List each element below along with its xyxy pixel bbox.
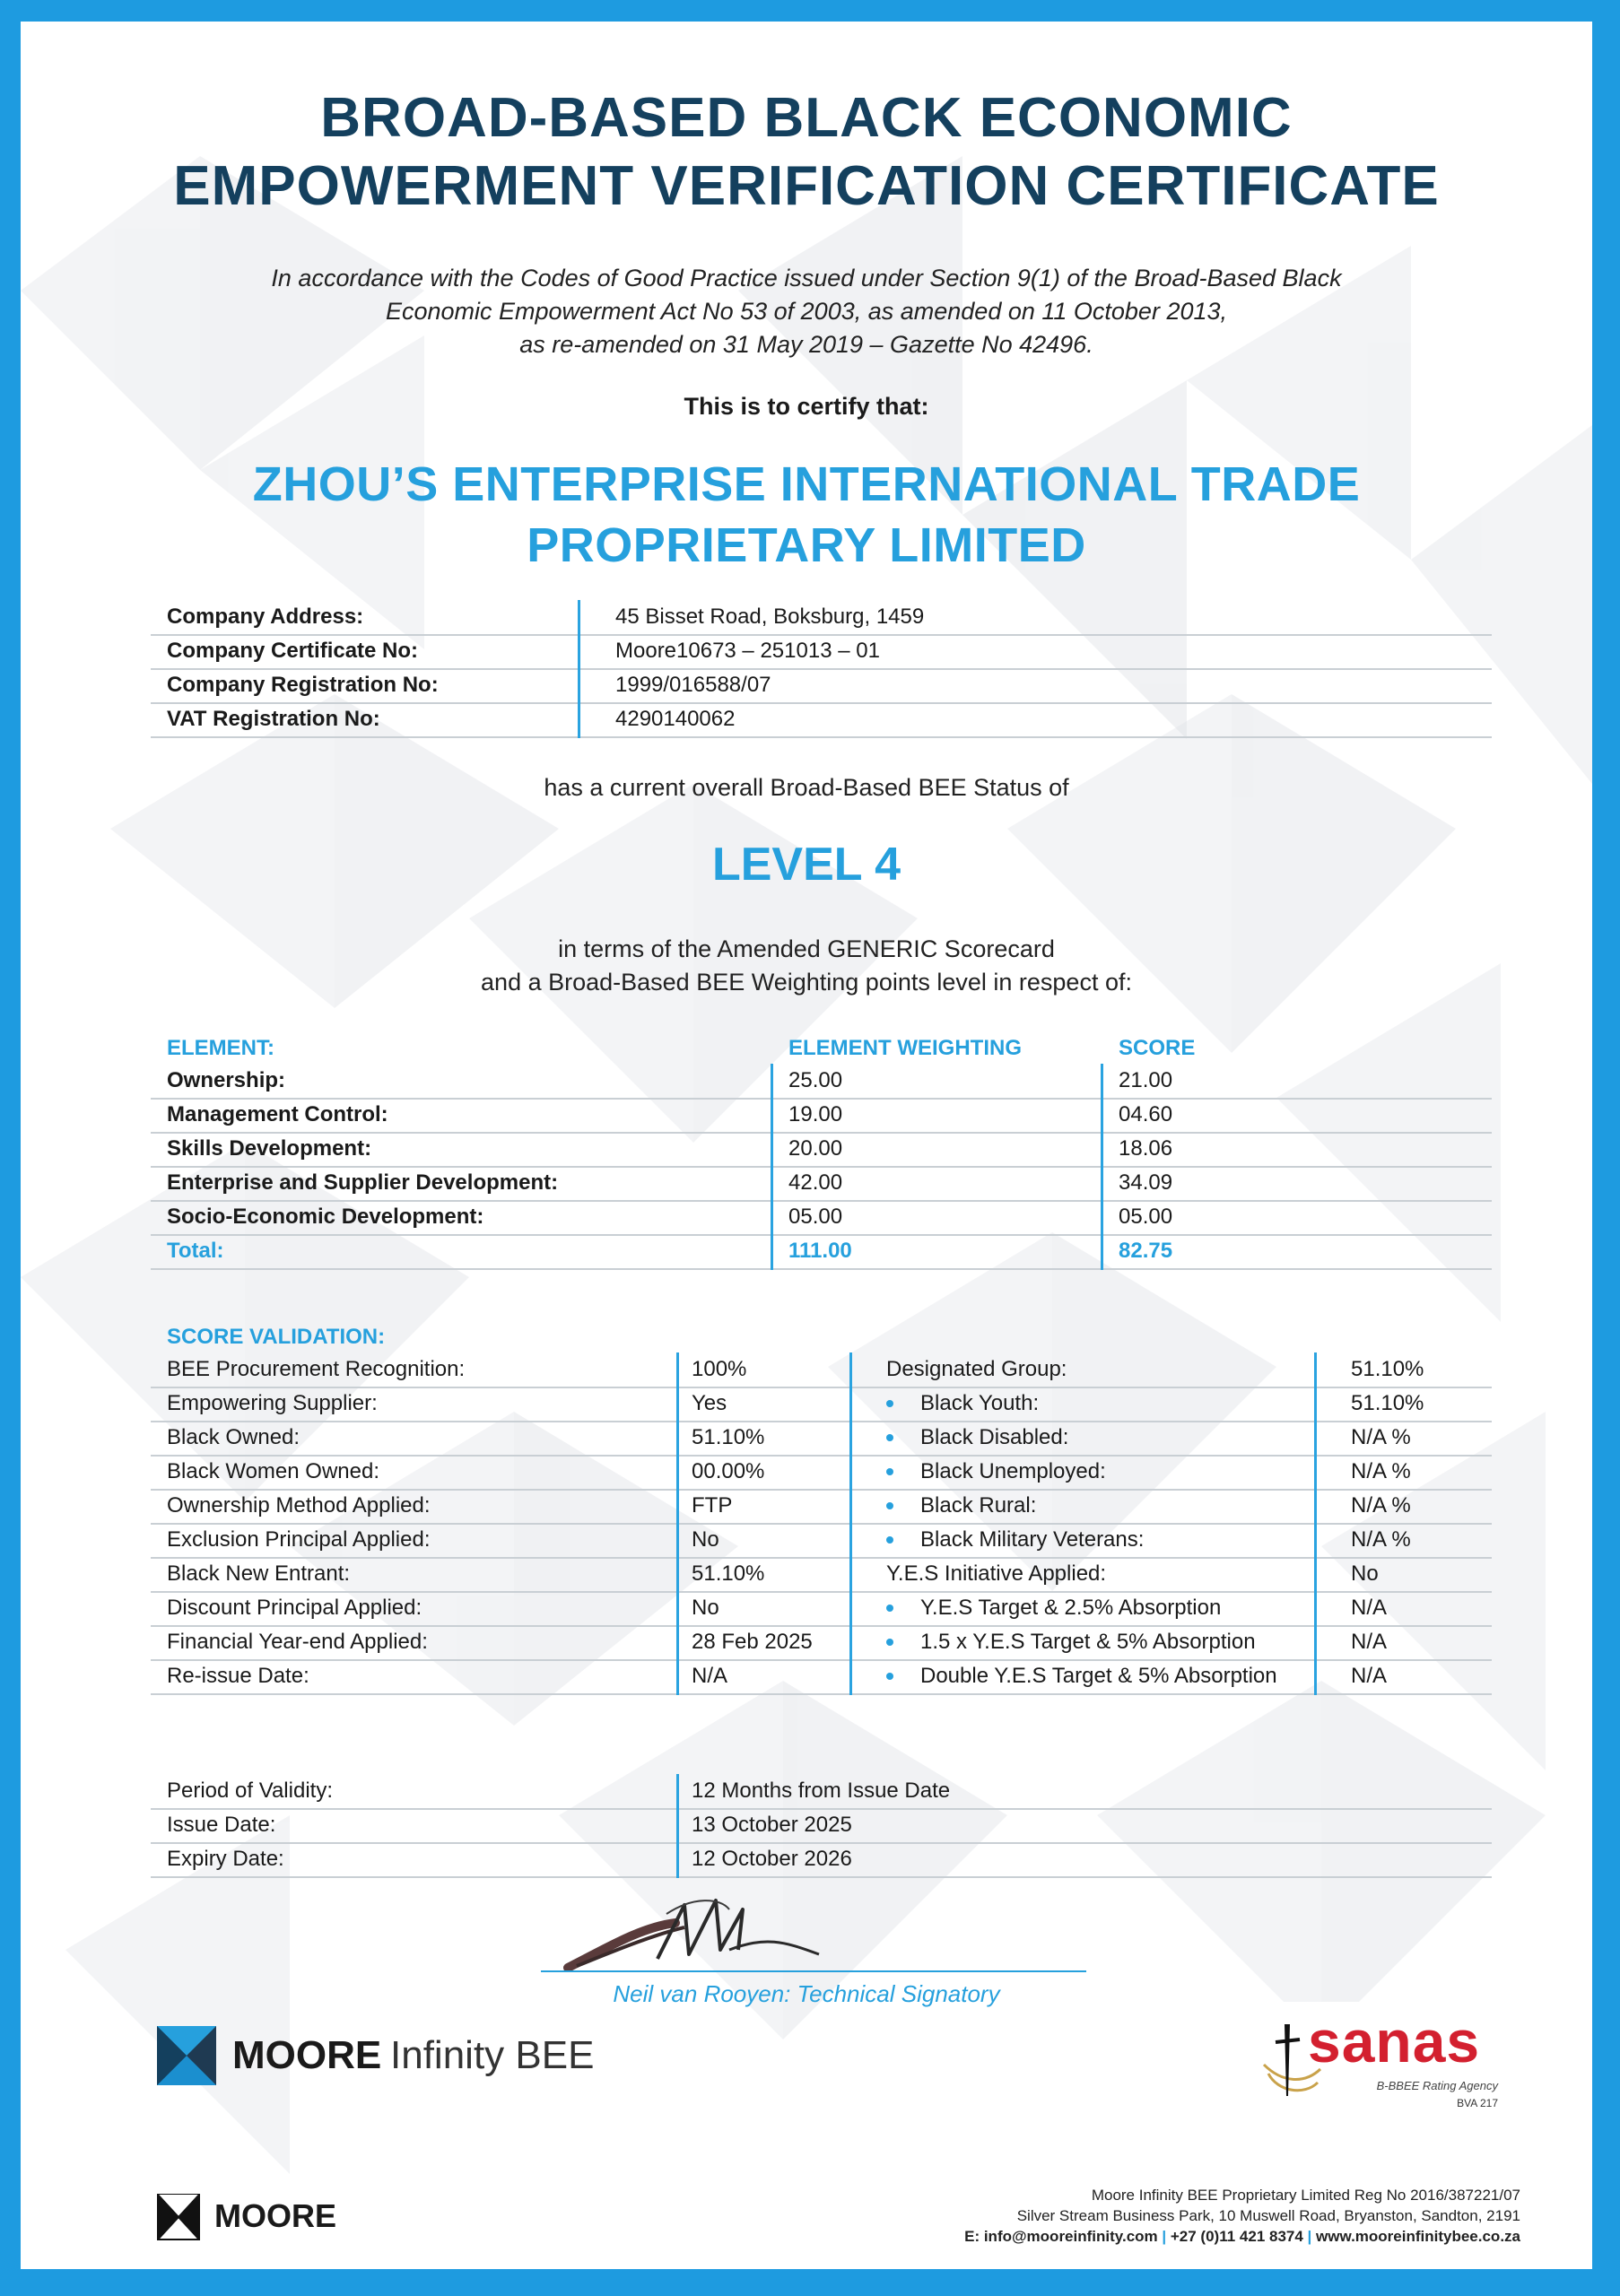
designated-label: Y.E.S Initiative Applied: <box>886 1561 1107 1586</box>
company-name-line-1: ZHOU’S ENTERPRISE INTERNATIONAL TRADE <box>252 457 1361 511</box>
validation-value: 100% <box>692 1357 747 1381</box>
total-weighting: 111.00 <box>788 1239 852 1263</box>
moore-x-icon <box>157 2194 200 2240</box>
element-row <box>151 1132 1492 1168</box>
divider <box>771 1064 773 1270</box>
element-name: Management Control: <box>167 1102 388 1126</box>
company-info-value: 1999/016588/07 <box>615 673 771 697</box>
sanas-logo <box>1252 2002 1521 2118</box>
total-label: Total: <box>167 1239 224 1263</box>
designated-value: N/A % <box>1351 1527 1411 1552</box>
designated-value: N/A % <box>1351 1459 1411 1483</box>
company-info-row <box>151 668 1492 704</box>
company-info-value: Moore10673 – 251013 – 01 <box>615 639 880 663</box>
company-name-line-2: PROPRIETARY LIMITED <box>527 518 1086 572</box>
score-validation-row <box>151 1455 1492 1491</box>
company-info-label: Company Certificate No: <box>167 639 419 663</box>
status-text: has a current overall Broad-Based BEE Status of <box>544 774 1069 801</box>
company-info-label: Company Address: <box>167 604 364 629</box>
subtitle-line-1: In accordance with the Codes of Good Practice issued under Section 9(1) of the Broad-Based Black <box>271 265 1342 291</box>
designated-value: No <box>1351 1561 1379 1586</box>
validity-value: 12 Months from Issue Date <box>692 1779 951 1803</box>
divider <box>676 1352 679 1695</box>
score-validation-row <box>151 1625 1492 1661</box>
divider <box>676 1774 679 1878</box>
footer-company: Moore Infinity BEE Proprietary Limited Reg No 2016/387221/07 <box>1091 2187 1520 2204</box>
element-name: Skills Development: <box>167 1136 372 1161</box>
element-score: 18.06 <box>1119 1136 1173 1161</box>
signature-image <box>550 1887 846 1977</box>
moore-text: MOORE <box>214 2197 337 2234</box>
validation-label: Black New Entrant: <box>167 1561 351 1586</box>
moore-infinity-bee-logo <box>157 2026 623 2089</box>
element-score: 05.00 <box>1119 1205 1173 1229</box>
bullet-icon <box>886 1468 893 1475</box>
sanas-subtitle: B-BBEE Rating Agency <box>1376 2079 1498 2092</box>
validation-label: Ownership Method Applied: <box>167 1493 431 1518</box>
designated-label: Black Rural: <box>920 1493 1037 1518</box>
subtitle-line-2: Economic Empowerment Act No 53 of 2003, as amended on 11 October 2013, <box>385 298 1228 325</box>
score-validation-row <box>151 1489 1492 1525</box>
designated-label: Designated Group: <box>886 1357 1067 1381</box>
validation-value: 51.10% <box>692 1425 765 1449</box>
certify-text: This is to certify that: <box>684 393 929 420</box>
element-weighting: 19.00 <box>788 1102 843 1126</box>
weighting-header: ELEMENT WEIGHTING <box>788 1036 1022 1060</box>
certificate-title-line-2: EMPOWERMENT VERIFICATION CERTIFICATE <box>173 155 1440 217</box>
element-weighting: 20.00 <box>788 1136 843 1161</box>
divider <box>578 600 580 738</box>
moore-logo <box>157 2192 390 2246</box>
element-row <box>151 1166 1492 1202</box>
designated-value: N/A <box>1351 1596 1388 1620</box>
score-validation-row <box>151 1387 1492 1422</box>
designated-value: N/A <box>1351 1630 1388 1654</box>
validation-value: No <box>692 1527 719 1552</box>
designated-value: 51.10% <box>1351 1357 1424 1381</box>
validity-label: Expiry Date: <box>167 1847 284 1871</box>
designated-label: Black Unemployed: <box>920 1459 1106 1483</box>
certificate-page <box>21 22 1592 2269</box>
designated-label: Y.E.S Target & 2.5% Absorption <box>920 1596 1222 1620</box>
element-row <box>151 1098 1492 1134</box>
validity-row <box>151 1808 1492 1844</box>
validation-label: Black Owned: <box>167 1425 300 1449</box>
designated-label: Black Youth: <box>920 1391 1040 1415</box>
validity-value: 12 October 2026 <box>692 1847 852 1871</box>
validation-value: No <box>692 1596 719 1620</box>
validity-row <box>151 1842 1492 1878</box>
company-info-value: 4290140062 <box>615 707 736 731</box>
score-header: SCORE <box>1119 1036 1196 1060</box>
score-validation-header: SCORE VALIDATION: <box>167 1325 386 1349</box>
element-row <box>151 1200 1492 1236</box>
validity-label: Period of Validity: <box>167 1779 333 1803</box>
validation-label: Financial Year-end Applied: <box>167 1630 428 1654</box>
scorecard-text-line-1: in terms of the Amended GENERIC Scorecard <box>558 935 1055 962</box>
footer-phone[interactable]: +27 (0)11 421 8374 <box>1170 2228 1303 2245</box>
validation-label: Empowering Supplier: <box>167 1391 378 1415</box>
footer-email[interactable]: E: info@mooreinfinity.com <box>964 2228 1158 2245</box>
company-info-row <box>151 702 1492 738</box>
divider <box>849 1352 852 1695</box>
scorecard-text-line-2: and a Broad-Based BEE Weighting points level in respect of: <box>481 969 1132 996</box>
validation-value: Yes <box>692 1391 727 1415</box>
designated-value: N/A % <box>1351 1425 1411 1449</box>
designated-label: 1.5 x Y.E.S Target & 5% Absorption <box>920 1630 1256 1654</box>
bullet-icon <box>886 1400 893 1407</box>
company-info-label: VAT Registration No: <box>167 707 380 731</box>
divider <box>1101 1064 1103 1270</box>
bullet-icon <box>886 1605 893 1612</box>
score-validation-row <box>151 1352 1492 1388</box>
signature-line <box>541 1970 1086 1972</box>
validation-value: FTP <box>692 1493 733 1518</box>
element-header: ELEMENT: <box>167 1036 274 1060</box>
validation-label: Re-issue Date: <box>167 1664 309 1688</box>
divider <box>1314 1352 1317 1695</box>
bullet-icon <box>886 1536 893 1544</box>
sanas-code: BVA 217 <box>1457 2097 1498 2109</box>
score-validation-row <box>151 1421 1492 1457</box>
footer-contact: E: info@mooreinfinity.com | +27 (0)11 421 8374 | www.mooreinfinitybee.co.za <box>964 2228 1520 2245</box>
infinity-bee-text: Infinity BEE <box>390 2033 595 2077</box>
company-info-row <box>151 634 1492 670</box>
element-weighting: 25.00 <box>788 1068 843 1092</box>
company-info-row <box>151 600 1492 636</box>
validation-value: 00.00% <box>692 1459 765 1483</box>
bullet-icon <box>886 1434 893 1441</box>
designated-label: Double Y.E.S Target & 5% Absorption <box>920 1664 1277 1688</box>
element-weighting: 05.00 <box>788 1205 843 1229</box>
element-score: 21.00 <box>1119 1068 1173 1092</box>
designated-value: 51.10% <box>1351 1391 1424 1415</box>
validity-label: Issue Date: <box>167 1813 276 1837</box>
validity-row <box>151 1774 1492 1810</box>
bullet-icon <box>886 1639 893 1646</box>
company-info-label: Company Registration No: <box>167 673 439 697</box>
bullet-icon <box>886 1673 893 1680</box>
validation-label: Black Women Owned: <box>167 1459 379 1483</box>
designated-value: N/A <box>1351 1664 1388 1688</box>
bullet-icon <box>886 1502 893 1509</box>
company-info-value: 45 Bisset Road, Boksburg, 1459 <box>615 604 925 629</box>
validation-label: Discount Principal Applied: <box>167 1596 422 1620</box>
subtitle-line-3: as re-amended on 31 May 2019 – Gazette No 42496. <box>519 331 1093 358</box>
validation-value: N/A <box>692 1664 728 1688</box>
element-score: 34.09 <box>1119 1170 1173 1195</box>
element-name: Ownership: <box>167 1068 286 1092</box>
bee-level: LEVEL 4 <box>711 839 901 891</box>
element-score: 04.60 <box>1119 1102 1173 1126</box>
element-name: Enterprise and Supplier Development: <box>167 1170 559 1195</box>
sanas-text: sanas <box>1308 2008 1481 2074</box>
score-validation-row <box>151 1591 1492 1627</box>
score-validation-row <box>151 1659 1492 1695</box>
element-weighting: 42.00 <box>788 1170 843 1195</box>
designated-value: N/A % <box>1351 1493 1411 1518</box>
signatory-name: Neil van Rooyen: Technical Signatory <box>613 1980 1000 2007</box>
moore-logo-mark-icon <box>157 2026 216 2085</box>
validation-label: Exclusion Principal Applied: <box>167 1527 431 1552</box>
validity-value: 13 October 2025 <box>692 1813 852 1837</box>
designated-label: Black Military Veterans: <box>920 1527 1145 1552</box>
designated-label: Black Disabled: <box>920 1425 1069 1449</box>
footer-address: Silver Stream Business Park, 10 Muswell Road, Bryanston, Sandton, 2191 <box>1016 2207 1520 2224</box>
element-name: Socio-Economic Development: <box>167 1205 484 1229</box>
validation-value: 28 Feb 2025 <box>692 1630 813 1654</box>
footer-website[interactable]: www.mooreinfinitybee.co.za <box>1316 2228 1520 2245</box>
element-row <box>151 1064 1492 1100</box>
certificate-title-line-1: BROAD-BASED BLACK ECONOMIC <box>320 87 1293 149</box>
score-validation-row <box>151 1557 1492 1593</box>
moore-logo-text: MOORE <box>232 2033 382 2077</box>
validation-label: BEE Procurement Recognition: <box>167 1357 466 1381</box>
validation-value: 51.10% <box>692 1561 765 1586</box>
score-validation-row <box>151 1523 1492 1559</box>
element-total-row <box>151 1234 1492 1270</box>
total-score: 82.75 <box>1119 1239 1173 1263</box>
